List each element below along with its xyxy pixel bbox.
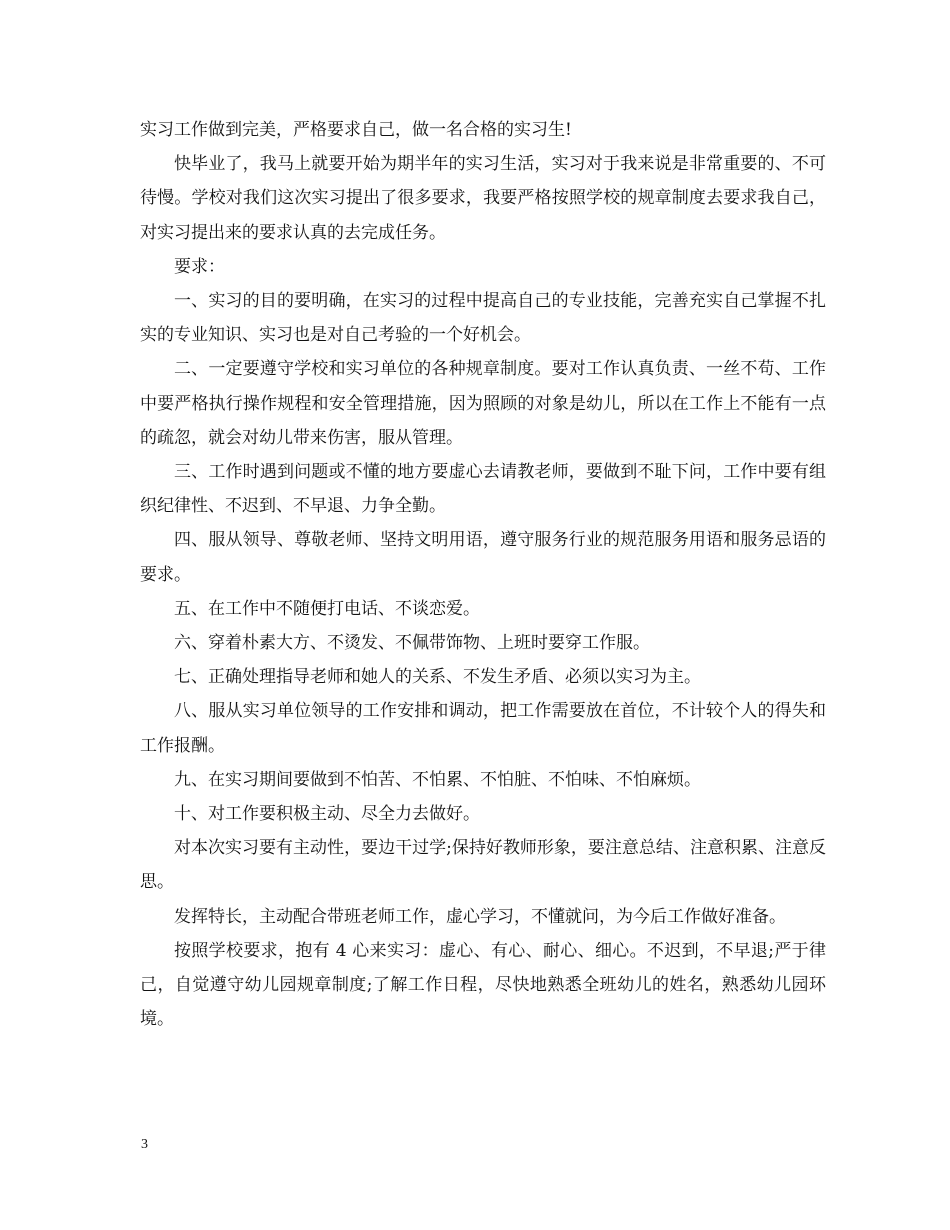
- paragraph-requirements-heading: 要求：: [174, 256, 225, 277]
- paragraph-item-7: 七、正确处理指导老师和她人的关系、不发生矛盾、必须以实习为主。: [174, 667, 701, 688]
- paragraph-item-8: 八、服从实习单位领导的工作安排和调动，把工作需要放在首位，不计较个人的得失和工作报酬。: [140, 701, 826, 756]
- paragraph-intro: 快毕业了，我马上就要开始为期半年的实习生活，实习对于我来说是非常重要的、不可待慢。学校对我们这次实习提出了很多要求，我要严格按照学校的规章制度去要求我自己，对实习提出来的要求认真的去完成任务。: [140, 154, 826, 243]
- paragraph-item-6: 六、穿着朴素大方、不烫发、不佩带饰物、上班时要穿工作服。: [174, 633, 650, 654]
- paragraph-item-5: 五、在工作中不随便打电话、不谈恋爱。: [174, 598, 480, 619]
- paragraph-item-1: 一、实习的目的要明确，在实习的过程中提高自己的专业技能，完善充实自己掌握不扎实的专业知识、实习也是对自己考验的一个好机会。: [140, 291, 826, 346]
- paragraph-initiative: 对本次实习要有主动性，要边干过学;保持好教师形象，要注意总结、注意积累、注意反思。: [140, 838, 826, 893]
- paragraph-item-3: 三、工作时遇到问题或不懂的地方要虚心去请教老师，要做到不耻下问，工作中要有组织纪律性、不迟到、不早退、力争全勤。: [140, 462, 826, 517]
- paragraph-four-hearts: 按照学校要求，抱有 4 心来实习：虚心、有心、耐心、细心。不迟到，不早退;严于律己，自觉遵守幼儿园规章制度;了解工作日程，尽快地熟悉全班幼儿的姓名，熟悉幼儿园环境。: [140, 940, 826, 1030]
- paragraph-item-4: 四、服从领导、尊敬老师、坚持文明用语，遵守服务行业的规范服务用语和服务忌语的要求。: [140, 530, 826, 585]
- paragraph-item-2: 二、一定要遵守学校和实习单位的各种规章制度。要对工作认真负责、一丝不苟、工作中要严格执行操作规程和安全管理措施，因为照顾的对象是幼儿，所以在工作上不能有一点的疏忽，就会对幼儿带来伤害，服从管理。: [140, 359, 826, 448]
- paragraph-strengths: 发挥特长，主动配合带班老师工作，虚心学习，不懂就问，为今后工作做好准备。: [174, 906, 786, 927]
- page-number: 3: [141, 1137, 148, 1152]
- paragraph-continuation: 实习工作做到完美，严格要求自己，做一名合格的实习生!: [140, 120, 572, 140]
- document-body: [140, 113, 826, 1036]
- paragraph-item-10: 十、对工作要积极主动、尽全力去做好。: [174, 804, 480, 825]
- paragraph-item-9: 九、在实习期间要做到不怕苦、不怕累、不怕脏、不怕味、不怕麻烦。: [174, 769, 701, 790]
